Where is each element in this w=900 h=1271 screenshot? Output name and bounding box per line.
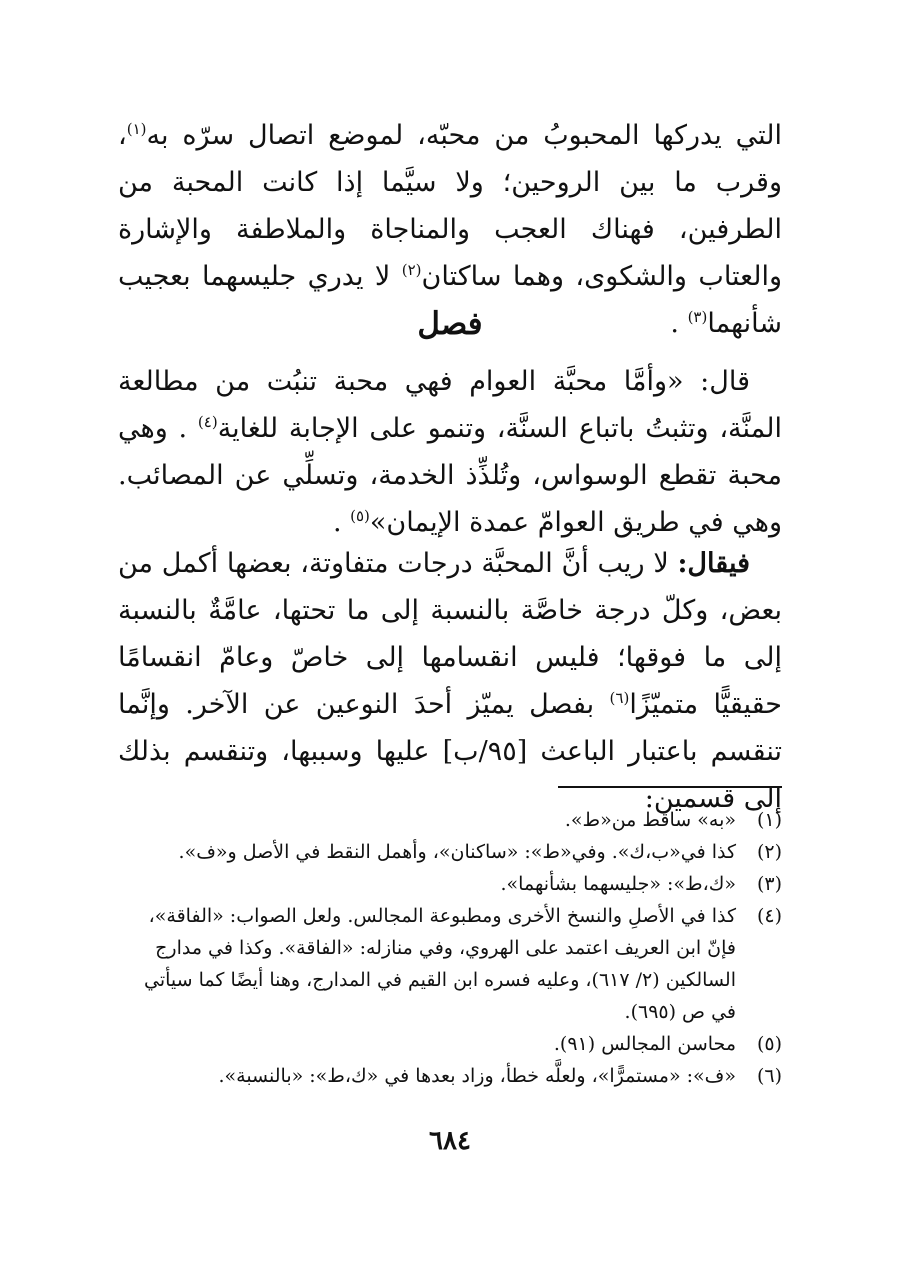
footnote-text: «ك،ط»: «جليسهما بشأنهما». — [500, 873, 736, 895]
footnote-item — [118, 804, 782, 836]
footnote-separator — [558, 786, 782, 788]
body-paragraph-3 — [118, 540, 782, 822]
footnote-item — [118, 900, 782, 1028]
footnote-item — [118, 868, 782, 900]
footnote-number: (١) — [756, 809, 782, 831]
text-run: . وهي محبة تقطع الوسواس، وتُلذِّذ الخدمة، وتسلِّي عن المصائب. وهي في طريق العوامّ عمدة الإيمان» — [118, 413, 782, 538]
lead-word: فيقال: — [677, 548, 750, 579]
footnote-ref-1: (١) — [126, 120, 147, 138]
footnote-text: «ف»: «مستمرًّا»، ولعلَّه خطأ، وزاد بعدها في «ك،ط»: «بالنسبة». — [218, 1065, 736, 1087]
footnote-text: كذا في الأصلِ والنسخ الأخرى ومطبوعة المجالس. ولعل الصواب: «الفاقة»، فإنّ ابن العريف اعتمد على الهروي، وفي منازله: «الفاقة». وكذا في مدارج السالكين (٢/ ٦١٧)، وعليه فسره ابن القيم في المدارج، وهنا أيضًا كما سيأتي في ص (٦٩٥). — [144, 905, 736, 1023]
footnote-number: (٢) — [756, 841, 782, 863]
body-paragraph-2 — [118, 358, 782, 546]
footnote-text: «به» ساقط من«ط». — [564, 809, 736, 831]
footnote-ref-6: (٦) — [609, 689, 630, 707]
footnote-number: (٦) — [756, 1065, 782, 1087]
footnote-ref-2: (٢) — [401, 261, 422, 279]
text-run: . — [670, 308, 688, 339]
footnote-ref-5: (٥) — [350, 507, 370, 525]
text-run: قال: «وأمَّا محبَّة العوام فهي محبة تنبُت من مطالعة المنَّة، وتثبتُ باتباع السنَّة، وتنمو على الإجابة للغاية — [118, 366, 783, 444]
footnote-number: (٣) — [756, 873, 782, 895]
text-run: بفصل يميّز أحدَ النوعين عن الآخر. وإنَّما تنقسم باعتبار الباعث [٩٥/ب] عليها وسببها، وتنقسم بذلك إلى قسمين: — [118, 689, 782, 814]
text-run: لا يدري جليسهما بعجيب شأنهما — [118, 261, 782, 339]
text-run: ، وقرب ما بين الروحين؛ ولا سيَّما إذا كانت المحبة من الطرفين، فهناك العجب والمناجاة والملاطفة والإشارة والعتاب والشكوى، وهما ساكتان — [118, 120, 782, 292]
footnotes-list — [118, 804, 782, 1092]
footnote-item — [118, 1060, 782, 1092]
section-heading: فصل — [417, 306, 483, 342]
footnote-text: كذا في«ب،ك». وفي«ط»: «ساكنان»، وأهمل النقط في الأصل و«ف». — [178, 841, 736, 863]
page-number: ٦٨٤ — [429, 1126, 471, 1156]
text-run: لا ريب أنَّ المحبَّة درجات متفاوتة، بعضها أكمل من بعض، وكلّ درجة خاصَّة بالنسبة إلى ما تحتها، عامَّةٌ بالنسبة إلى ما فوقها؛ فليس انقسامها إلى خاصّ وعامّ انقسامًا حقيقيًّا متميّزًا — [118, 548, 782, 720]
footnote-text: محاسن المجالس (٩١). — [553, 1033, 736, 1055]
footnote-ref-4: (٤) — [197, 413, 218, 431]
text-run: التي يدركها المحبوبُ من محبّه، لموضع اتصال سرّه به — [146, 120, 782, 151]
footnote-number: (٤) — [756, 905, 782, 927]
footnote-ref-3: (٣) — [687, 308, 708, 326]
footnote-number: (٥) — [756, 1033, 782, 1055]
footnote-item — [118, 836, 782, 868]
text-run: . — [332, 507, 351, 538]
footnote-item — [118, 1028, 782, 1060]
